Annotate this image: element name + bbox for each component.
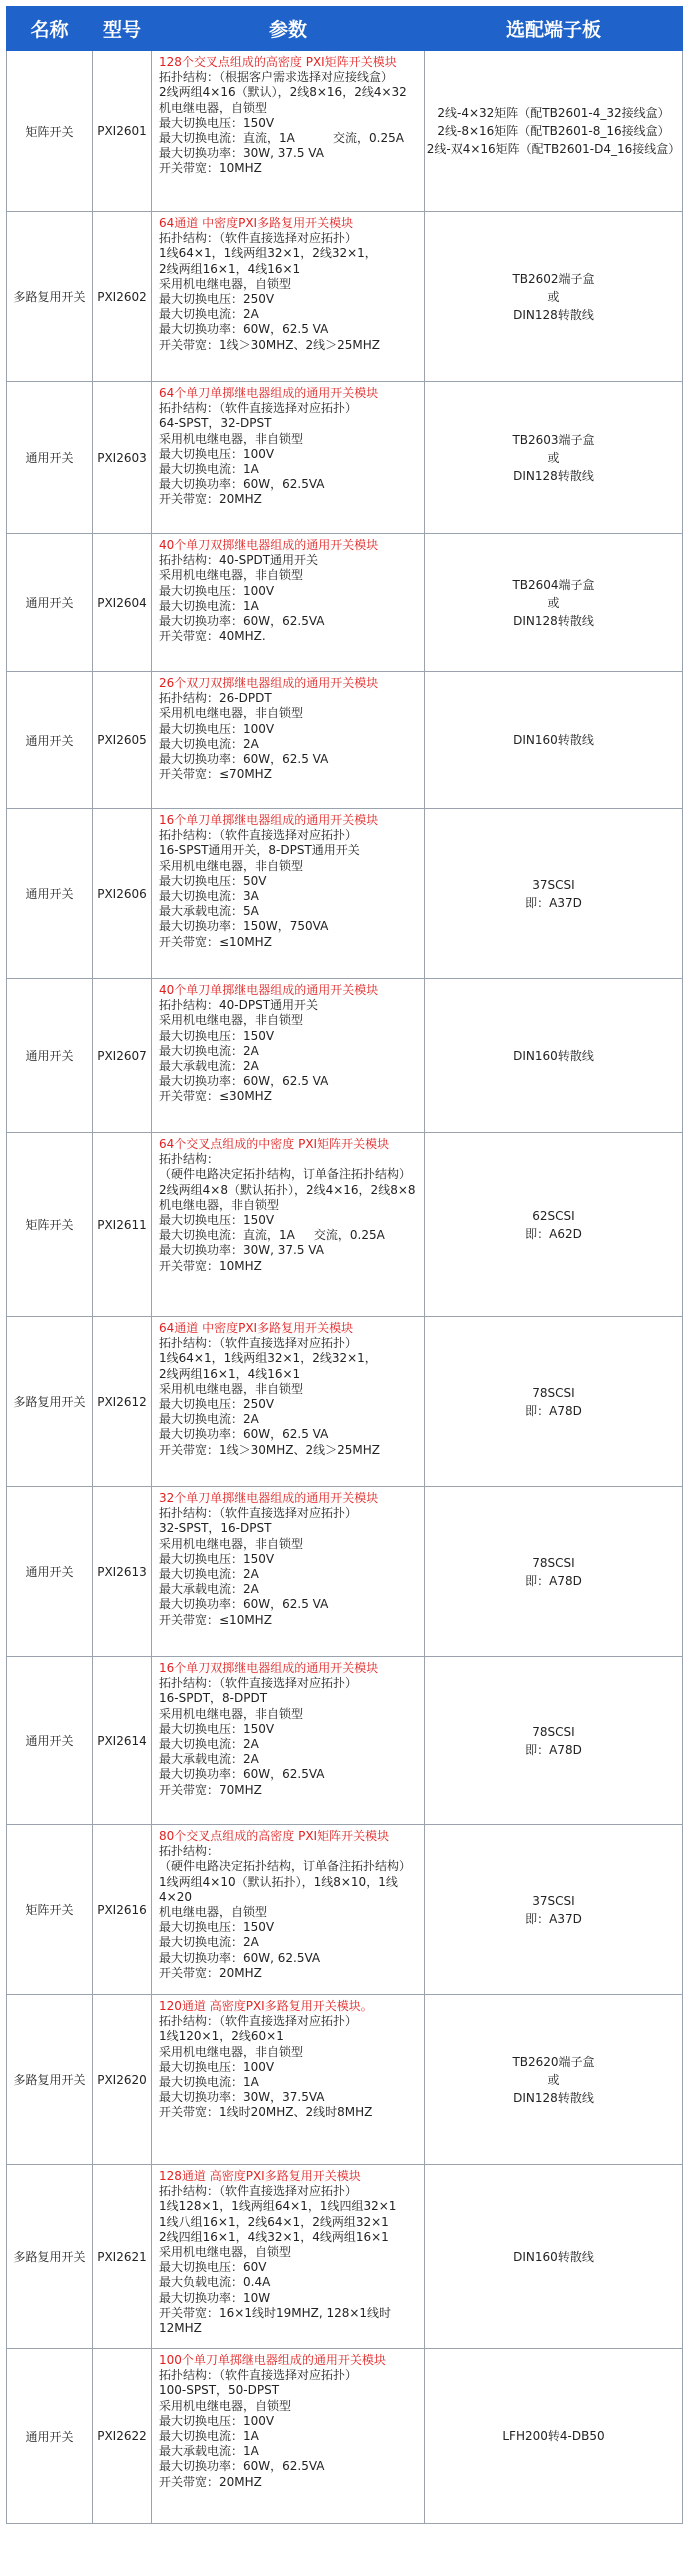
cell-terminal — [425, 212, 683, 382]
param-line: 开关带宽：≤10MHZ — [159, 934, 272, 949]
terminal-line: 或 — [547, 595, 560, 610]
terminal-line: DIN160转散线 — [513, 733, 594, 747]
cell-terminal — [425, 51, 683, 212]
table-row — [7, 382, 683, 534]
param-line: 采用机电继电器，非自锁型 — [159, 431, 304, 446]
param-line: 机电继电器，非自锁型 — [159, 1197, 280, 1212]
module-title: 80个交叉点组成的高密度 PXI矩阵开关模块 — [159, 1829, 390, 1843]
module-title: 128通道 高密度PXI多路复用开关模块 — [159, 2169, 361, 2183]
param-line: 最大切换电流：直流，1A 交流，0.25A — [159, 131, 404, 146]
terminal-line: 或 — [547, 289, 560, 304]
cell-name: 通用开关 — [7, 1487, 93, 1657]
module-title: 100个单刀单掷继电器组成的通用开关模块 — [159, 2353, 386, 2367]
param-line: 采用机电继电器，非自锁型 — [159, 1013, 304, 1028]
param-line: 1线两组4×10（默认拓扑），1线8×10，1线4×20 — [159, 1874, 398, 1904]
cell-model: PXI2606 — [93, 809, 152, 979]
param-line: 拓扑结构：（软件直接选择对应拓扑） — [159, 2014, 358, 2029]
param-line: 采用机电继电器，非自锁型 — [159, 858, 304, 873]
terminal-line: 即：A37D — [525, 1911, 582, 1926]
terminal-line: 37SCSI — [532, 1893, 575, 1908]
cell-model: PXI2604 — [93, 534, 152, 672]
table-row — [7, 809, 683, 979]
module-title: 64个交叉点组成的中密度 PXI矩阵开关模块 — [159, 1137, 390, 1151]
terminal-line: 78SCSI — [532, 1385, 575, 1400]
param-line: 采用机电继电器，自锁型 — [159, 2398, 292, 2413]
cell-terminal — [425, 672, 683, 809]
param-line: 采用机电继电器，非自锁型 — [159, 2044, 304, 2059]
terminal-line: 或 — [547, 2072, 560, 2087]
cell-terminal — [425, 1825, 683, 1995]
param-line: 最大切换电压：50V — [159, 873, 267, 888]
terminal-line: 即：A62D — [525, 1226, 582, 1241]
terminal-line: DIN128转散线 — [513, 613, 594, 628]
param-line: 1线120×1，2线60×1 — [159, 2029, 284, 2044]
param-line: 采用机电继电器，非自锁型 — [159, 1706, 304, 1721]
param-line: 最大切换功率：60W，62.5VA — [159, 1767, 325, 1782]
terminal-line: TB2604端子盒 — [512, 577, 595, 592]
cell-name: 通用开关 — [7, 979, 93, 1133]
terminal-line: DIN128转散线 — [513, 468, 594, 483]
param-line: 1线八组16×1，2线64×1，2线两组32×1 — [159, 2214, 389, 2229]
param-line: 开关带宽：10MHZ — [159, 1258, 262, 1273]
header-model: 型号 — [93, 7, 152, 51]
cell-terminal — [425, 979, 683, 1133]
param-line: 拓扑结构：（软件直接选择对应拓扑） — [159, 401, 358, 416]
param-line: 最大切换功率：10W — [159, 2290, 271, 2305]
cell-terminal — [425, 1995, 683, 2165]
cell-terminal — [425, 534, 683, 672]
table-row — [7, 534, 683, 672]
table-row — [7, 2165, 683, 2349]
param-line: 最大切换电压：150V — [159, 1213, 275, 1228]
cell-params — [152, 809, 425, 979]
cell-params — [152, 534, 425, 672]
param-line: 拓扑结构：（软件直接选择对应拓扑） — [159, 2184, 358, 2199]
param-line: 拓扑结构：（软件直接选择对应拓扑） — [159, 1336, 358, 1351]
terminal-line: 62SCSI — [532, 1208, 575, 1223]
param-line: 拓扑结构：（根据客户需求选择对应接线盒） — [159, 70, 394, 85]
param-line: 最大切换功率：30W，37.5VA — [159, 2090, 325, 2105]
module-title: 40个单刀单掷继电器组成的通用开关模块 — [159, 983, 379, 997]
param-line: 拓扑结构：（软件直接选择对应拓扑） — [159, 828, 358, 843]
cell-model: PXI2601 — [93, 51, 152, 212]
cell-params — [152, 51, 425, 212]
param-line: 100-SPST，50-DPST — [159, 2383, 280, 2398]
cell-model: PXI2621 — [93, 2165, 152, 2349]
param-line: 开关带宽：≤70MHZ — [159, 767, 272, 782]
param-line: 拓扑结构：（软件直接选择对应拓扑） — [159, 1506, 358, 1521]
cell-model: PXI2611 — [93, 1133, 152, 1317]
cell-params — [152, 2349, 425, 2524]
param-line: 开关带宽：20MHZ — [159, 2474, 262, 2489]
param-line: 最大切换电压：150V — [159, 1028, 275, 1043]
param-line: 最大切换电流：2A — [159, 1935, 259, 1950]
param-line: 最大切换功率：60W，62.5 VA — [159, 1427, 329, 1442]
param-line: 开关带宽：≤10MHZ — [159, 1612, 272, 1627]
param-line: 最大切换功率：60W，62.5 VA — [159, 322, 329, 337]
param-line: 2线两组4×16（默认），2线8×16，2线4×32 — [159, 85, 407, 100]
param-line: 最大切换电流：2A — [159, 736, 259, 751]
param-line: 最大切换电流：1A — [159, 598, 259, 613]
cell-name: 多路复用开关 — [7, 212, 93, 382]
param-line: 拓扑结构：40-SPDT通用开关 — [159, 553, 319, 568]
param-line: 拓扑结构： — [159, 1152, 220, 1167]
cell-model: PXI2603 — [93, 382, 152, 534]
cell-terminal — [425, 2349, 683, 2524]
cell-model: PXI2613 — [93, 1487, 152, 1657]
module-title: 120通道 高密度PXI多路复用开关模块。 — [159, 1999, 373, 2013]
param-line: 最大切换功率：60W，62.5VA — [159, 2459, 325, 2474]
table-row — [7, 1825, 683, 1995]
param-line: 最大切换功率：60W, 62.5VA — [159, 1950, 321, 1965]
table-row — [7, 1995, 683, 2165]
table-row — [7, 1657, 683, 1825]
terminal-line: TB2602端子盒 — [512, 271, 595, 286]
cell-name: 通用开关 — [7, 672, 93, 809]
param-line: 拓扑结构： — [159, 1844, 220, 1859]
table-row — [7, 51, 683, 212]
cell-name: 多路复用开关 — [7, 2165, 93, 2349]
param-line: 最大切换电压：100V — [159, 2059, 275, 2074]
cell-terminal — [425, 1317, 683, 1487]
cell-name: 通用开关 — [7, 809, 93, 979]
param-line: 最大切换电流：直流，1A 交流，0.25A — [159, 1228, 385, 1243]
cell-terminal — [425, 382, 683, 534]
param-line: 最大切换电流：3A — [159, 889, 259, 904]
terminal-line: 即：A78D — [525, 1573, 582, 1588]
cell-params — [152, 1995, 425, 2165]
param-line: 最大切换功率：30W, 37.5 VA — [159, 1243, 324, 1258]
terminal-line: 2线-双4×16矩阵（配TB2601-D4_16接线盒） — [426, 142, 681, 156]
param-line: 开关带宽：1线＞30MHZ、2线＞25MHZ — [159, 337, 381, 352]
param-line: 最大切换电压：150V — [159, 1551, 275, 1566]
cell-params — [152, 1133, 425, 1317]
param-line: 拓扑结构：（软件直接选择对应拓扑） — [159, 231, 358, 246]
param-line: 开关带宽：10MHZ — [159, 161, 262, 176]
param-line: 最大切换电流：1A — [159, 462, 259, 477]
cell-name: 矩阵开关 — [7, 1133, 93, 1317]
param-line: 采用机电继电器，非自锁型 — [159, 568, 304, 583]
cell-model: PXI2605 — [93, 672, 152, 809]
param-line: 最大切换电流：2A — [159, 307, 259, 322]
module-title: 32个单刀单掷继电器组成的通用开关模块 — [159, 1491, 379, 1505]
param-line: 开关带宽：20MHZ — [159, 1965, 262, 1980]
param-line: 最大切换电压：100V — [159, 583, 275, 598]
param-line: 最大切换电流：2A — [159, 1043, 259, 1058]
cell-params — [152, 672, 425, 809]
spec-table — [6, 6, 683, 2524]
param-line: （硬件电路决定拓扑结构，订单备注拓扑结构） — [159, 1167, 412, 1182]
module-title: 64个单刀单掷继电器组成的通用开关模块 — [159, 386, 379, 400]
param-line: 开关带宽：1线＞30MHZ、2线＞25MHZ — [159, 1442, 381, 1457]
terminal-line: 即：A78D — [525, 1742, 582, 1757]
param-line: 开关带宽：70MHZ — [159, 1782, 262, 1797]
param-line: 2线两组16×1，4线16×1 — [159, 1366, 301, 1381]
param-line: 开关带宽：40MHZ. — [159, 629, 266, 644]
param-line: 最大切换电流：1A — [159, 2429, 259, 2444]
param-line: 最大切换电流：2A — [159, 1567, 259, 1582]
param-line: 最大切换电流：1A — [159, 2075, 259, 2090]
param-line: 采用机电继电器，非自锁型 — [159, 1536, 304, 1551]
param-line: 最大切换功率：30W, 37.5 VA — [159, 146, 324, 161]
cell-name: 通用开关 — [7, 382, 93, 534]
terminal-line: 2线-4×32矩阵（配TB2601-4_32接线盒） — [437, 106, 670, 120]
param-line: 最大切换电压：100V — [159, 721, 275, 736]
param-line: 开关带宽：1线时20MHZ、2线时8MHZ — [159, 2105, 373, 2120]
terminal-line: TB2620端子盒 — [512, 2054, 595, 2069]
param-line: 2线四组16×1，4线32×1，4线两组16×1 — [159, 2229, 389, 2244]
terminal-line: 即：A78D — [525, 1403, 582, 1418]
cell-terminal — [425, 1133, 683, 1317]
cell-params — [152, 979, 425, 1133]
param-line: 1线64×1，1线两组32×1，2线32×1， — [159, 1351, 377, 1366]
cell-name: 矩阵开关 — [7, 51, 93, 212]
cell-model: PXI2614 — [93, 1657, 152, 1825]
param-line: 最大切换电压：60V — [159, 2260, 267, 2275]
header-row — [7, 7, 683, 51]
cell-terminal — [425, 1487, 683, 1657]
terminal-line: TB2603端子盒 — [512, 432, 595, 447]
terminal-line: 即：A37D — [525, 895, 582, 910]
spec-table-container — [6, 6, 682, 2524]
cell-name: 通用开关 — [7, 2349, 93, 2524]
param-line: 最大切换功率：60W，62.5 VA — [159, 1597, 329, 1612]
terminal-line: DIN160转散线 — [513, 1048, 594, 1063]
param-line: 最大切换功率：60W，62.5 VA — [159, 752, 329, 767]
terminal-line: DIN160转散线 — [513, 2249, 594, 2264]
param-line: 采用机电继电器，非自锁型 — [159, 706, 304, 721]
cell-model: PXI2620 — [93, 1995, 152, 2165]
param-line: 最大切换功率：60W，62.5VA — [159, 614, 325, 629]
param-line: 64-SPST，32-DPST — [159, 416, 272, 431]
param-line: 拓扑结构：26-DPDT — [159, 691, 272, 706]
param-line: 最大承载电流：2A — [159, 1752, 259, 1767]
table-row — [7, 979, 683, 1133]
param-line: 最大切换电流：2A — [159, 1412, 259, 1427]
param-line: 最大切换电压：150V — [159, 1721, 275, 1736]
param-line: 最大切换功率：150W，750VA — [159, 919, 329, 934]
param-line: 开关带宽：20MHZ — [159, 492, 262, 507]
param-line: 拓扑结构：（软件直接选择对应拓扑） — [159, 2368, 358, 2383]
param-line: 最大切换电压：100V — [159, 446, 275, 461]
param-line: 拓扑结构：（软件直接选择对应拓扑） — [159, 1676, 358, 1691]
module-title: 64通道 中密度PXI多路复用开关模块 — [159, 1321, 354, 1335]
terminal-line: 37SCSI — [532, 877, 575, 892]
param-line: 最大负载电流：0.4A — [159, 2275, 271, 2290]
table-header — [7, 7, 683, 51]
cell-name: 通用开关 — [7, 1657, 93, 1825]
param-line: 1线64×1，1线两组32×1，2线32×1， — [159, 246, 377, 261]
terminal-line: 或 — [547, 450, 560, 465]
param-line: 机电继电器，自锁型 — [159, 1905, 268, 1920]
cell-model: PXI2607 — [93, 979, 152, 1133]
param-line: 最大切换电压：100V — [159, 2413, 275, 2428]
module-title: 16个单刀单掷继电器组成的通用开关模块 — [159, 813, 379, 827]
terminal-line: 2线-8×16矩阵（配TB2601-8_16接线盒） — [437, 124, 670, 138]
param-line: 最大承载电流：5A — [159, 904, 259, 919]
cell-params — [152, 1825, 425, 1995]
header-params: 参数 — [152, 7, 425, 51]
cell-terminal — [425, 2165, 683, 2349]
module-title: 64通道 中密度PXI多路复用开关模块 — [159, 216, 354, 230]
param-line: 最大承载电流：1A — [159, 2444, 259, 2459]
cell-model: PXI2622 — [93, 2349, 152, 2524]
param-line: （硬件电路决定拓扑结构，订单备注拓扑结构） — [159, 1859, 412, 1874]
table-body — [7, 51, 683, 2524]
table-row — [7, 2349, 683, 2524]
table-row — [7, 672, 683, 809]
cell-params — [152, 212, 425, 382]
module-title: 26个双刀双掷继电器组成的通用开关模块 — [159, 676, 379, 690]
param-line: 最大切换功率：60W，62.5 VA — [159, 1074, 329, 1089]
param-line: 采用机电继电器，非自锁型 — [159, 1381, 304, 1396]
param-line: 最大承载电流：2A — [159, 1059, 259, 1074]
cell-model: PXI2602 — [93, 212, 152, 382]
module-title: 128个交叉点组成的高密度 PXI矩阵开关模块 — [159, 55, 397, 69]
cell-terminal — [425, 809, 683, 979]
param-line: 1线128×1，1线两组64×1，1线四组32×1 — [159, 2199, 397, 2214]
param-line: 2线两组4×8（默认拓扑），2线4×16，2线8×8 — [159, 1182, 416, 1197]
param-line: 机电继电器，自锁型 — [159, 100, 268, 115]
cell-model: PXI2612 — [93, 1317, 152, 1487]
param-line: 开关带宽：16×1线时19MHZ, 128×1线时12MHZ — [159, 2305, 392, 2336]
terminal-line: DIN128转散线 — [513, 307, 594, 322]
param-line: 16-SPST通用开关，8-DPST通用开关 — [159, 843, 360, 858]
cell-params — [152, 382, 425, 534]
table-row — [7, 1133, 683, 1317]
param-line: 拓扑结构：40-DPST通用开关 — [159, 998, 319, 1013]
terminal-line: LFH200转4-DB50 — [502, 2429, 605, 2443]
param-line: 开关带宽：≤30MHZ — [159, 1089, 272, 1104]
param-line: 最大切换电压：150V — [159, 1920, 275, 1935]
header-name: 名称 — [7, 7, 93, 51]
terminal-line: 78SCSI — [532, 1724, 575, 1739]
cell-terminal — [425, 1657, 683, 1825]
header-terminal: 选配端子板 — [425, 7, 683, 51]
cell-model: PXI2616 — [93, 1825, 152, 1995]
param-line: 最大切换电压：250V — [159, 292, 275, 307]
table-row — [7, 212, 683, 382]
param-line: 2线两组16×1，4线16×1 — [159, 261, 301, 276]
cell-name: 多路复用开关 — [7, 1995, 93, 2165]
cell-name: 通用开关 — [7, 534, 93, 672]
module-title: 40个单刀双掷继电器组成的通用开关模块 — [159, 538, 379, 552]
cell-name: 矩阵开关 — [7, 1825, 93, 1995]
cell-params — [152, 1317, 425, 1487]
param-line: 最大切换功率：60W，62.5VA — [159, 477, 325, 492]
cell-params — [152, 2165, 425, 2349]
terminal-line: 78SCSI — [532, 1555, 575, 1570]
table-row — [7, 1317, 683, 1487]
param-line: 最大承载电流：2A — [159, 1582, 259, 1597]
param-line: 16-SPDT，8-DPDT — [159, 1691, 268, 1706]
param-line: 最大切换电压：250V — [159, 1397, 275, 1412]
param-line: 采用机电继电器，自锁型 — [159, 2245, 292, 2260]
param-line: 最大切换电压：150V — [159, 115, 275, 130]
cell-name: 多路复用开关 — [7, 1317, 93, 1487]
cell-params — [152, 1487, 425, 1657]
cell-params — [152, 1657, 425, 1825]
param-line: 采用机电继电器，自锁型 — [159, 276, 292, 291]
module-title: 16个单刀双掷继电器组成的通用开关模块 — [159, 1661, 379, 1675]
param-line: 最大切换电流：2A — [159, 1737, 259, 1752]
param-line: 32-SPST，16-DPST — [159, 1521, 272, 1536]
terminal-line: DIN128转散线 — [513, 2090, 594, 2105]
table-row — [7, 1487, 683, 1657]
